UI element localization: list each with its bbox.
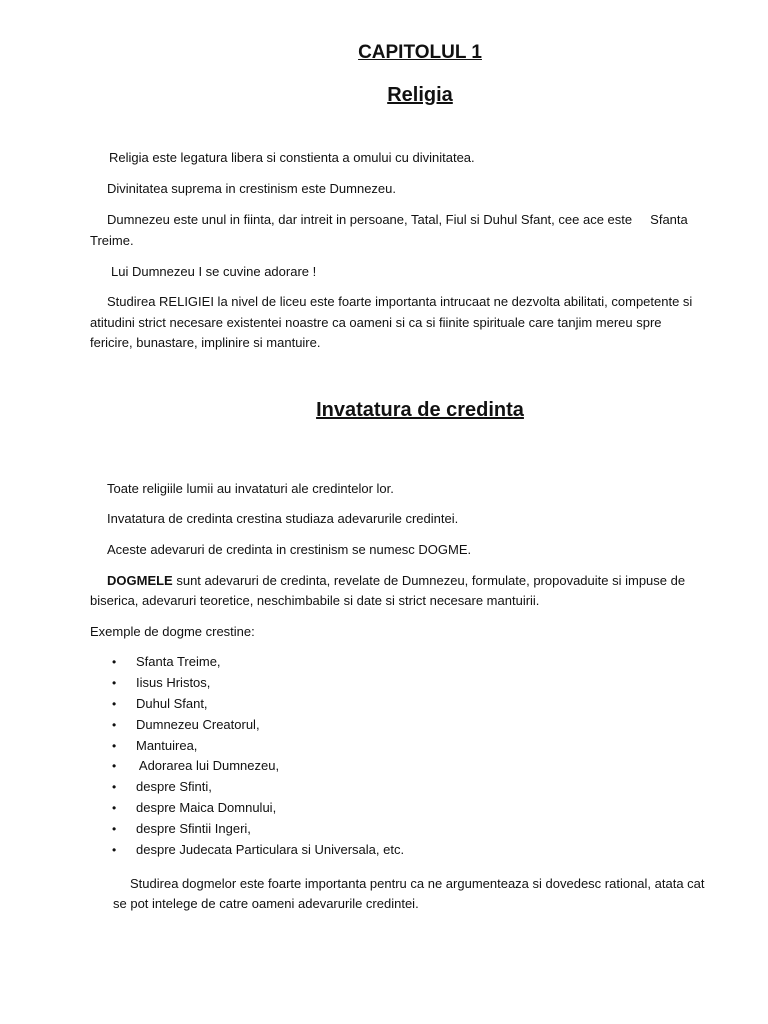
paragraph: Toate religiile lumii au invataturi ale credintelor lor. (107, 481, 394, 496)
bullet-icon: • (112, 717, 117, 732)
paragraph-line: fericire, bunastare, implinire si mantuire. (90, 335, 321, 350)
paragraph: Lui Dumnezeu I se cuvine adorare ! (111, 264, 317, 279)
paragraph-line (107, 570, 752, 591)
bullet-icon: • (112, 780, 117, 795)
paragraph: Divinitatea suprema in crestinism este Dumnezeu. (107, 181, 397, 196)
section-title-invatatura: Invatatura de credinta (316, 399, 524, 421)
list-item (90, 777, 404, 798)
paragraph-line: Dumnezeu este unul in fiinta, dar intreit in persoane, Tatal, Fiul si Duhul Sfant, cee ace este Sfanta (107, 212, 688, 227)
list-item (90, 673, 404, 694)
paragraph-line: Studirea dogmelor este foarte importanta pentru ca ne argumenteaza si dovedesc rational, atata cat (130, 876, 705, 891)
paragraph-text: sunt adevaruri de credinta, revelate de Dumnezeu, formulate, propovaduite si impuse de (172, 573, 686, 588)
paragraph: Aceste adevaruri de credinta in crestinism se numesc DOGME. (107, 542, 472, 557)
bullet-icon: • (112, 655, 117, 669)
list-item-text: Dumnezeu Creatorul, (136, 716, 260, 732)
dogma-examples-list (90, 652, 404, 861)
paragraph: Invatatura de credinta crestina studiaza adevarurile credintei. (107, 511, 459, 526)
list-item (90, 652, 404, 673)
chapter-heading: CAPITOLUL 1 (358, 42, 482, 63)
bullet-icon: • (112, 822, 117, 837)
bullet-icon: • (112, 759, 117, 774)
list-item-text: despre Sfintii Ingeri, (136, 821, 251, 837)
paragraph-line: se pot intelege de catre oameni adevarurile credintei. (113, 896, 419, 911)
list-item-text: despre Judecata Particulara si Universala, etc. (136, 842, 405, 858)
bullet-icon: • (112, 801, 117, 816)
list-item-text: despre Maica Domnului, (136, 800, 277, 816)
list-item-text: Iisus Hristos, (136, 674, 211, 690)
bullet-icon: • (112, 675, 117, 690)
list-item (90, 736, 404, 757)
list-item (90, 694, 404, 715)
list-item (90, 819, 404, 840)
list-item (90, 840, 404, 861)
list-item-text: despre Sfinti, (136, 779, 212, 795)
paragraph: Religia este legatura libera si constienta a omului cu divinitatea. (109, 150, 475, 165)
bullet-icon: • (112, 843, 117, 858)
list-item (90, 715, 404, 736)
paragraph-line: Treime. (90, 233, 134, 248)
list-item-text: Adorarea lui Dumnezeu, (136, 758, 280, 774)
list-item-text: Mantuirea, (136, 737, 198, 753)
paragraph-line: atitudini strict necesare existentei noastre ca oameni si ca si fiinite spirituale care tanjim mereu spre (90, 315, 662, 330)
list-item (90, 756, 404, 777)
list-item (90, 798, 404, 819)
bullet-icon: • (112, 696, 117, 711)
bullet-icon: • (112, 738, 117, 753)
dogmele-bold-term: DOGMELE (107, 573, 173, 588)
examples-label: Exemple de dogme crestine: (90, 624, 255, 639)
list-item-text: Sfanta Treime, (136, 654, 221, 669)
section-title-religia: Religia (387, 84, 453, 106)
paragraph-line: biserica, adevaruri teoretice, neschimbabile si date si strict necesare mantuirii. (90, 593, 540, 608)
list-item-text: Duhul Sfant, (136, 695, 208, 711)
paragraph-line: Studirea RELIGIEI la nivel de liceu este foarte importanta intrucaat ne dezvolta abilitati, competente si (107, 294, 693, 309)
